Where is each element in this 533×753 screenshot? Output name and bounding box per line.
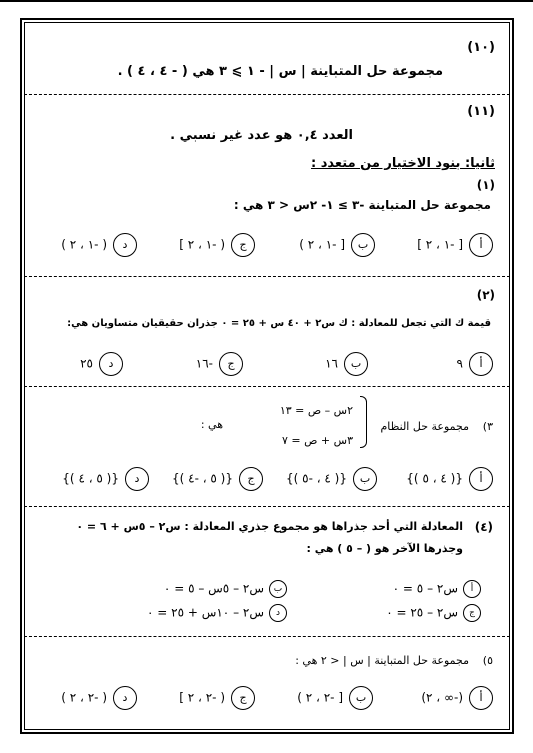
mc3-option-c[interactable] <box>172 467 263 491</box>
mc5-option-b[interactable] <box>297 686 373 710</box>
option-text: [ -١ ، ٢ ] <box>417 237 463 252</box>
mc2-option-c[interactable] <box>196 352 243 376</box>
mc4-option-c[interactable] <box>386 604 481 622</box>
mc5-option-c[interactable] <box>179 686 255 710</box>
divider <box>24 506 510 507</box>
mc1-option-d[interactable] <box>61 233 137 257</box>
option-text: س٢ – ٢٥ = ٠ <box>386 605 458 620</box>
option-text: ( -١ ، ٢ ) <box>61 237 107 252</box>
option-letter: ب <box>269 580 287 598</box>
option-text: ١٦ <box>325 356 338 371</box>
divider <box>24 276 510 277</box>
option-letter: ج <box>219 352 243 376</box>
system-brace <box>360 396 367 448</box>
option-letter: أ <box>469 233 493 257</box>
option-text: [ -١ ، ٢ ) <box>299 237 345 252</box>
option-text: ( -١ ، ٢ ] <box>179 237 225 252</box>
divider <box>24 94 510 95</box>
mc2-number: (٢) <box>476 288 495 302</box>
option-letter: ج <box>239 467 263 491</box>
option-text: ( -٢ ، ٢ ] <box>179 690 225 705</box>
mc2-option-a[interactable] <box>457 352 493 376</box>
mc5-number: ٥) <box>482 654 493 667</box>
option-letter: ج <box>231 233 255 257</box>
option-text: {( ٥ ، -٤ )} <box>171 471 233 486</box>
option-text: ٩ <box>456 356 463 371</box>
mc1-number: (١) <box>476 178 495 192</box>
option-letter: د <box>125 467 149 491</box>
divider <box>24 386 510 387</box>
option-letter: ب <box>353 467 377 491</box>
mc1-option-a[interactable] <box>417 233 493 257</box>
mc3-tail: هي : <box>200 418 223 431</box>
option-text: {( ٤ ، -٥ )} <box>285 471 347 486</box>
option-letter: د <box>113 233 137 257</box>
option-text: ( -٢ ، ٢ ) <box>61 690 107 705</box>
mc3-equation-1: ٢س – ص = ١٣ <box>279 404 353 417</box>
mc3-number: ٣) <box>482 420 493 433</box>
mc3-option-d[interactable] <box>62 467 149 491</box>
option-text: (-∞ ، ٢) <box>421 690 463 705</box>
mc5-option-a[interactable] <box>421 686 493 710</box>
option-letter: أ <box>463 580 481 598</box>
option-text: [ -٢ ، ٢ ) <box>297 690 343 705</box>
option-letter: أ <box>469 686 493 710</box>
option-letter: ب <box>344 352 368 376</box>
option-text: ٢٥ <box>80 356 93 371</box>
mc4-number: (٤) <box>474 520 493 534</box>
option-letter: د <box>99 352 123 376</box>
mc4-option-b[interactable] <box>164 580 287 598</box>
option-text: -١٦ <box>195 356 213 371</box>
mc1-question: مجموعة حل المتباينة -٣ ≥ ١- ٢س < ٣ هي : <box>233 198 491 212</box>
mc3-option-a[interactable] <box>406 467 493 491</box>
option-letter: ج <box>231 686 255 710</box>
section-heading: ثانيا: بنود الاختيار من متعدد : <box>311 156 495 171</box>
option-letter: ب <box>349 686 373 710</box>
mc4-option-d[interactable] <box>147 604 287 622</box>
divider <box>24 636 510 637</box>
option-text: {( ٥ ، ٤ )} <box>62 471 119 486</box>
mc3-question: مجموعة حل النظام <box>380 420 469 433</box>
option-letter: أ <box>469 352 493 376</box>
mc4-option-a[interactable] <box>393 580 481 598</box>
mc3-equation-2: ٣س + ص = ٧ <box>282 434 353 447</box>
mc4-question: المعادلة التي أحد جذراها هو مجموع جذري المعادلة : س٢ – ٥س + ٦ = ٠ <box>76 520 463 533</box>
option-letter: د <box>113 686 137 710</box>
mc2-option-d[interactable] <box>80 352 123 376</box>
q10-text: مجموعة حل المتباينة | س | - ١ ⩾ ٣ هي ( - ٤ ، ٤ ) . <box>117 64 443 79</box>
mc2-question: قيمة ك التي تجعل للمعادلة : ك س٢ + ٤٠ س + ٢٥ = ٠ جذران حقيقيان متساويان هي: <box>67 318 491 329</box>
mc1-option-b[interactable] <box>299 233 375 257</box>
mc3-option-b[interactable] <box>286 467 377 491</box>
top-rule <box>0 0 533 2</box>
mc5-option-d[interactable] <box>61 686 137 710</box>
q11-number: (١١) <box>467 104 495 119</box>
option-letter: أ <box>469 467 493 491</box>
option-letter: ج <box>463 604 481 622</box>
mc4-question-line2: وجذرها الآخر هو ( – ٥ ) هي : <box>306 542 463 555</box>
mc5-question: مجموعة حل المتباينة | س | < ٢ هي : <box>295 654 469 667</box>
option-letter: د <box>269 604 287 622</box>
option-text: س٢ – ٥س – ٥ = ٠ <box>163 581 264 596</box>
q10-number: (١٠) <box>467 40 495 55</box>
option-text: {( ٤ ، ٥ )} <box>406 471 463 486</box>
option-letter: ب <box>351 233 375 257</box>
q11-text: العدد ٠,٤ هو عدد غير نسبي . <box>170 128 353 143</box>
mc2-option-b[interactable] <box>325 352 368 376</box>
mc1-option-c[interactable] <box>179 233 255 257</box>
option-text: س٢ – ٥ = ٠ <box>392 581 458 596</box>
option-text: س٢ – ١٠س + ٢٥ = ٠ <box>146 605 264 620</box>
